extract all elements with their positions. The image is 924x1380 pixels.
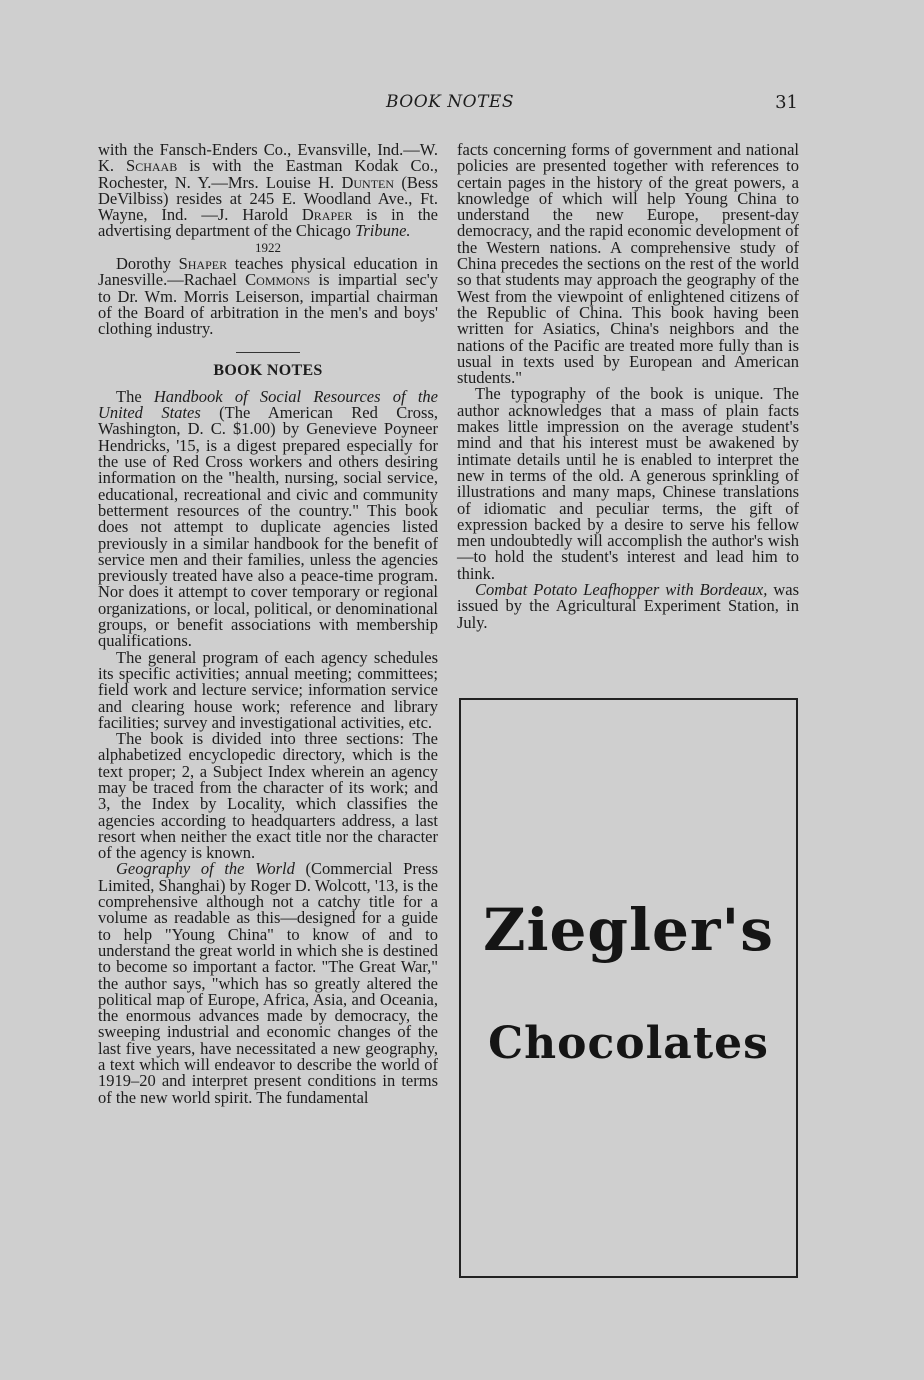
- page-number: 31: [775, 92, 798, 113]
- book-title: Geography of the World: [116, 859, 295, 879]
- book-title: Handbook of Social Resources of the United States: [98, 386, 438, 423]
- geography-review: Geography of the World (Commercial Press Limited, Shanghai) by Roger D. Wolcott, '13, is the comprehensive although not a catchy title for a volume as readable as this—designed for a guide to help "Young China" to know of and to understand the great world in which she is destined to become so important a factor. "The Great War," the author says, "which has so greatly altered the political map of Europe, Africa, Asia, and Oceania, the enormous advances made by democracy, the sweeping industrial and economic changes of the last five years, have necessitated a new geography, a text which will endeavor to describe the world of 1919–20 and interpret present conditions in terms of the new world spirit. The fundamental: [98, 859, 439, 1107]
- left-column: [98, 142, 438, 1106]
- section-heading: BOOK NOTES: [213, 361, 323, 379]
- surname: Shaper: [178, 254, 228, 274]
- geography-continuation: facts concerning forms of government and national policies are presented together with references to certain pages in the history of the great powers, a knowledge of which will help Young China to understand the new Europe, present-day democracy, and the rapid economic development of the Western nations. A comprehensive study of China precedes the sections on the rest of the world so that students may approach the geography of the West from the viewpoint of enlightened citizens of the Republic of China. This book having been written for Asiatics, China's neighbors and the nations of the Pacific are treated more fully than is usual in texts used by European and American students.": [457, 140, 799, 388]
- surname: Commons: [245, 270, 311, 290]
- right-column: [457, 142, 799, 631]
- alumni-notes-1921: with the Fansch-Enders Co., Evansville, Ind.—W. K. Schaab is with the Eastman Kodak Co., Rochester, N. Y.—Mrs. Louise H. Dunten (Bess DeVilbiss) resides at 245 E. Woodland Ave., Ft. Wayne, Ind. —J. Harold Draper is in the advertising department of the Chicago Tribune.: [98, 140, 439, 241]
- surname: Dunten: [341, 172, 395, 192]
- typography-paragraph: The typography of the book is unique. The author acknowledges that a mass of plain facts makes little impression on the average student's mind and that his interest must be awakened by intimate details until he is enabled to interpret the new in terms of the old. A generous sprinkling of illustrations and many maps, Chinese translations of idiomatic and peculiar terms, the gift of expression backed by a desire to serve his fellow men undoubtedly will accomplish the author's wish—to hold the student's interest and lead him to think.: [457, 384, 799, 583]
- running-header: BOOK NOTES: [386, 92, 514, 112]
- class-year-heading: 1922: [255, 239, 281, 255]
- advertisement-box: [459, 698, 798, 1278]
- handbook-review: The Handbook of Social Resources of the United States (The American Red Cross, Washington, D. C. $1.00) by Genevieve Poyneer Hendricks, '15, is a digest prepared especially for the use of Red Cross workers and others desiring information on the "health, nursing, social service, educational, recreational and civic and community betterment resources of the country." This book does not attempt to duplicate agencies listed previously in a similar handbook for the benefit of service men and their families, unless the agencies previously treated have also a peace-time program. Nor does it attempt to cover temporary or regional organizations, or local, political, or denominational groups, or benefit associations with membership qualifications.: [98, 386, 438, 651]
- surname: Draper: [301, 205, 353, 225]
- surname: Schaab: [126, 156, 178, 176]
- ad-product-name: Chocolates: [488, 1018, 769, 1069]
- alumni-notes-1922: Dorothy Shaper teaches physical education in Janesville.—Rachael Commons is impartial sec'y to Dr. Wm. Morris Leiserson, impartial chairman of the Board of arbitration in the men's and boys' clothing industry.: [98, 254, 439, 339]
- sections-paragraph: The book is divided into three sections: The alphabetized encyclopedic directory, which is the text proper; 2, a Subject Index wherein an agency may be traced from the character of its work; and 3, the Index by Locality, which classifies the agencies according to headquarters address, a last resort when neither the exact title nor the character of the agency is known.: [98, 729, 438, 863]
- divider-rule: [236, 352, 300, 353]
- ad-brand-name: Ziegler's: [483, 896, 774, 964]
- bulletin-title: Combat Potato Leafhopper with Bordeaux,: [475, 580, 768, 600]
- combat-notice: Combat Potato Leafhopper with Bordeaux, was issued by the Agricultural Experiment Station, in July.: [457, 580, 799, 632]
- program-paragraph: The general program of each agency schedules its specific activities; annual meeting; committees; field work and lecture service; information service and clearing house work; reference and library facilities; survey and investigational activities, etc.: [98, 647, 438, 732]
- newspaper-title: Tribune.: [355, 221, 411, 241]
